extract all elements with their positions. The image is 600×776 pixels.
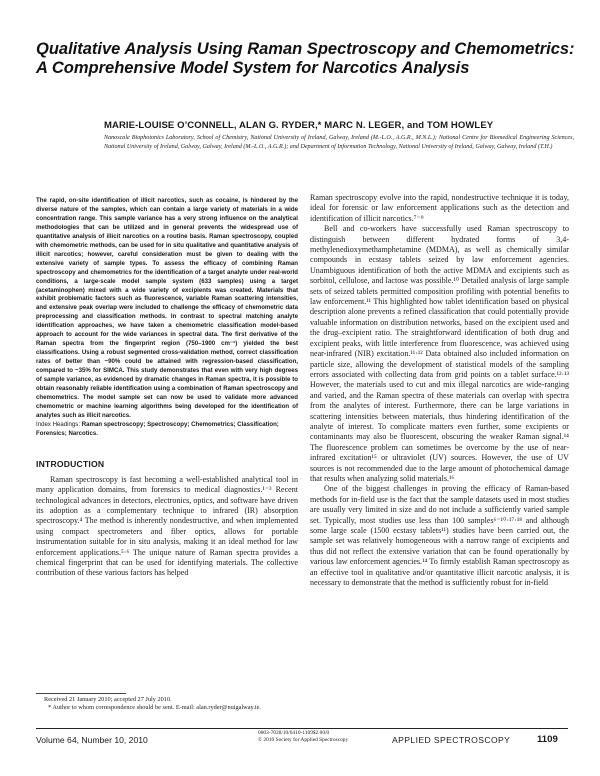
section-heading-introduction: INTRODUCTION [36, 458, 105, 469]
author-affiliations: Nanoscale Biophotonics Laboratory, School of Chemistry, National University of Ireland, Galway, Ireland (M.-L.O., A.G.R., M.N.L.); National Centre for Biomedical Engineering Sciences, National University of Ireland, Galway, Galway, Ireland (M.-L.O., A.G.R.); and Department of Information Technology, National University of Ireland, Galway, Galway, Ireland (T.H.) [104, 135, 574, 150]
footer-issn-code: 0003-7028/10/6410-1109$2.00/0 [258, 730, 330, 736]
footer-divider [36, 728, 568, 729]
footnote-received: Received 21 January 2010; accepted 27 July 2010. [44, 696, 172, 703]
author-list: MARIE-LOUISE O’CONNELL, ALAN G. RYDER,* MARC N. LEGER, and TOM HOWLEY [104, 120, 494, 131]
page-number: 1109 [537, 734, 558, 745]
footnote-divider [36, 693, 126, 694]
intro-paragraph-2: Bell and co-workers have successfully used Raman spectroscopy to distinguish between different hydrated forms of 3,4-methylenedioxymethamphetamine (MDMA), as well as chemically similar compounds in ecstasy tablets seized by law enforcement agencies. Unambiguous identification of both the active MDMA and excipients such as sorbitol, cellulose, and lactose was possible.¹⁰ Detailed analysis of large sample sets of seized tablets permitted composition profiling with potential benefits to law enforcement.¹¹ This highlighted how tablet identification based on physical description alone prevents a refined classification that could potentially provide valuable information on distribution networks, based on the excipient used and the drug–excipient ratio. The straightforward identification of both drug and excipient peaks, with little interference from fluorescence, was achieved using near-infrared (NIR) excitation.¹¹·¹² Data obtained also included information on particle size, allowing the development of statistical models of the sampling errors associated with collecting data from grid points on a tablet surface.¹²·¹³ However, the materials used to cut and mix illegal narcotics are wide-ranging and varied, and the Raman spectra of these materials can overlap with spectra from the analytes of interest. Furthermore, there can be large variations in scattering intensities between materials, thus hindering identification of the analyte of interest. To complicate matters even further, some excipients or contaminants may also be fluorescent, obscuring the weaker Raman signal.¹⁴ The fluorescence problem can sometimes be overcome by the use of near-infrared excitation¹⁵ or ultraviolet (UV) sources. However, the use of UV sources is not recommended due to the large amount of photochemical damage that results when analyzing solid materials.¹⁶ [310, 224, 569, 483]
abstract: The rapid, on-site identification of illicit narcotics, such as cocaine, is hindered by the diverse nature of the samples, which can contain a large variety of materials in a wide concentration range. This sample variance has a very strong influence on the analytical methodologies that can be utilized and in general prevents the widespread use of quantitative analysis of illicit narcotics on a routine basis. Raman spectroscopy, coupled with chemometric methods, can be used for in situ qualitative and quantitative analysis of illicit narcotics; however, careful consideration must be given to dealing with the extensive variety of sample types. To assess the efficacy of combining Raman spectroscopy and chemometrics for the identification of a target analyte under real-world conditions, a large-scale model sample system (633 samples) using a target (acetaminophen) mixed with a wide variety of excipients was created. Materials that exhibit problematic factors such as fluorescence, variable Raman scattering intensities, and extensive peak overlap were included to challenge the efficacy of chemometric data preprocessing and classification methods. In contrast to spectral matching analyte identification approaches, we have taken a chemometric classification model-based approach to account for the wide variances in spectral data. The first derivative of the Raman spectra from the fingerprint region (750–1900 cm⁻¹) yielded the best classifications. Using a robust segmented cross-validation method, correct classification rates of better than ~90% could be attained with regression-based classification, compared to ~35% for SIMCA. This study demonstrates that even with very high degrees of sample variance, as evidenced by dramatic changes in Raman spectra, it is possible to obtain reasonably reliable identification using a combination of Raman spectroscopy and chemometrics. The model sample set can now be used to validate more advanced chemometric or machine learning algorithms being developed for the identification of analytes such as illicit narcotics. [36, 197, 298, 419]
intro-paragraph-1-continued: Raman spectroscopy evolve into the rapid, nondestructive technique it is today, ideal for forensic or law enforcement applications such as the detection and identification of illicit narcotics.⁷⁻⁹ [310, 193, 569, 223]
intro-paragraph-3: One of the biggest challenges in proving the efficacy of Raman-based methods for in-field use is the fact that the sample datasets used in most studies are usually very limited in size and do not include a sufficiently varied sample set. Typically, most studies use less than 100 samples⁶⁻¹⁰·¹⁷·¹⁸ and although some large scale (1500 ecstasy tablets¹¹) studies have been carried out, the sample set was relatively homogeneous with a narrow range of excipients and thus did not reflect the extensive variation that can be found operationally by various law enforcement agencies.¹⁴ To firmly establish Raman spectroscopy as an effective tool in qualitative and/or quantitative illicit narcotic analysis, it is necessary to demonstrate that the method is sufficiently robust for in-field [310, 484, 569, 588]
footer-issn [258, 730, 398, 744]
index-headings-label: Index Headings: [36, 420, 81, 428]
index-headings [36, 421, 298, 439]
article-title: Qualitative Analysis Using Raman Spectroscopy and Chemometrics: A Comprehensive Model System for Narcotics Analysis [36, 40, 575, 77]
intro-paragraph-1: Raman spectroscopy is fast becoming a well-established analytical tool in many application domains, from forensics to medical diagnostics.¹⁻³ Recent technological advances in detectors, electronics, optics, and software have driven its adoption as a complementary technique to infrared (IR) absorption spectroscopy.⁴ The method is inherently nondestructive, and when implemented using compact spectrometers and fiber optics, allows for portable instrumentation suitable for in situ analysis, making it an ideal method for law enforcement applications.⁵·⁶ The unique nature of Raman spectra provides a chemical fingerprint that can be used for identifying materials. The collective contribution of these various factors has helped [36, 474, 298, 578]
footer-copyright: © 2010 Society for Applied Spectroscopy [258, 737, 349, 743]
footer-journal-name: APPLIED SPECTROSCOPY [392, 735, 511, 745]
footnotes [44, 696, 302, 712]
footnote-correspondence: * Author to whom correspondence should be sent. E-mail: alan.ryder@nuigalway.ie. [48, 704, 261, 711]
footer-volume: Volume 64, Number 10, 2010 [36, 735, 148, 745]
left-column [36, 197, 298, 579]
index-headings-terms: Raman spectroscopy; Spectroscopy; Chemometrics; Classification; Forensics; Narcotics. [36, 420, 279, 437]
right-column [310, 193, 569, 588]
